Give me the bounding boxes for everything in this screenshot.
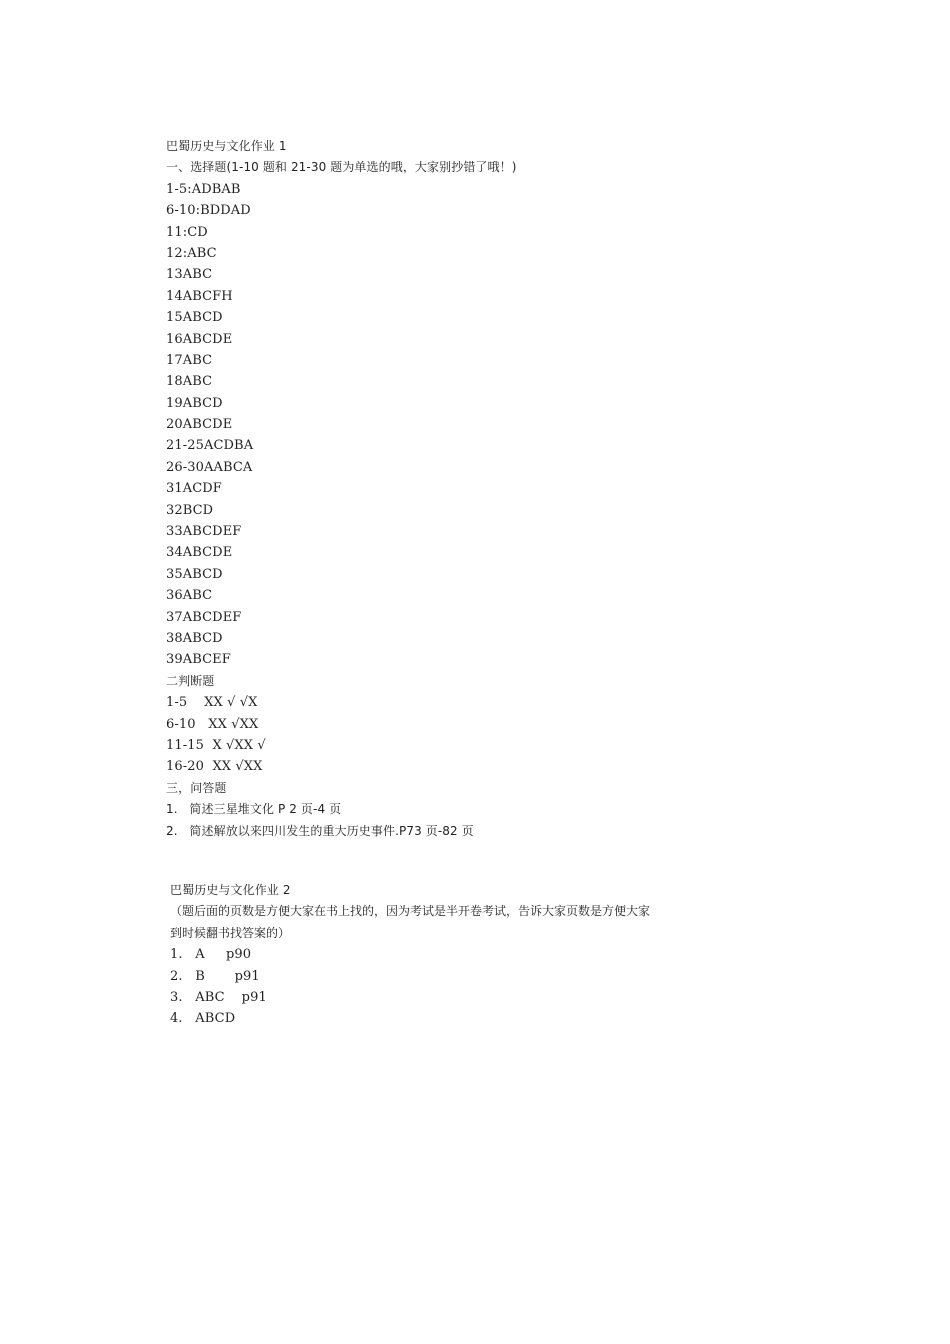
choice-answer: 31ACDF [166, 481, 222, 497]
homework-2-note-line: （题后面的页数是方便大家在书上找的，因为考试是半开卷考试，告诉大家页数是方便大家 [170, 904, 651, 919]
homework-1-title: 巴蜀历史与文化作业 1 [166, 139, 287, 153]
qa-section-heading: 三，问答题 [166, 780, 227, 795]
choice-answer: 37ABCDEF [166, 609, 242, 625]
qa-question: 1. 简述三星堆文化 P 2 页-4 页 [166, 802, 342, 817]
choice-answer: 17ABC [166, 352, 213, 368]
judgement-section-heading: 二判断题 [166, 673, 215, 688]
choice-answer: 18ABC [166, 374, 213, 390]
judgement-answer: 6-10 XX √XX [166, 716, 259, 732]
choice-answer: 21-25ACDBA [166, 438, 254, 454]
choice-answer: 33ABCDEF [166, 524, 242, 540]
choice-answer: 26-30AABCA [166, 459, 253, 475]
homework-2-title: 巴蜀历史与文化作业 2 [170, 883, 291, 897]
choice-answer: 19ABCD [166, 395, 223, 411]
homework-2-answer: 1. A p90 [170, 947, 252, 963]
choice-answer: 13ABC [166, 267, 213, 283]
judgement-answer: 1-5 XX √ √X [166, 695, 258, 711]
choice-answer: 38ABCD [166, 630, 223, 646]
qa-question: 2. 简述解放以来四川发生的重大历史事件.P73 页-82 页 [166, 823, 474, 838]
choice-answer: 14ABCFH [166, 288, 233, 304]
choice-answer: 16ABCDE [166, 331, 233, 347]
homework-1-section [166, 136, 866, 842]
choice-answer: 32BCD [166, 502, 214, 518]
choice-answer: 6-10:BDDAD [166, 203, 251, 219]
homework-2-note-line: 到时候翻书找答案的） [170, 925, 291, 940]
judgement-answer: 16-20 XX √XX [166, 759, 263, 775]
choice-answer: 34ABCDE [166, 545, 233, 561]
choice-answer: 39ABCEF [166, 652, 231, 668]
judgement-answer: 11-15 X √XX √ [166, 737, 266, 753]
homework-2-answer: 2. B p91 [170, 968, 260, 984]
choice-answer: 20ABCDE [166, 417, 233, 433]
choice-section-heading: 一、选择题(1-10 题和 21-30 题为单选的哦，大家别抄错了哦！) [166, 160, 517, 175]
choice-answer: 11:CD [166, 224, 208, 240]
choice-answer: 12:ABC [166, 245, 217, 261]
homework-2-section [170, 880, 870, 1030]
choice-answer: 36ABC [166, 588, 213, 604]
choice-answer: 1-5:ADBAB [166, 181, 241, 197]
homework-2-answer: 4. ABCD [170, 1011, 236, 1027]
choice-answer: 15ABCD [166, 310, 223, 326]
choice-answer: 35ABCD [166, 566, 223, 582]
homework-2-answer: 3. ABC p91 [170, 989, 267, 1005]
